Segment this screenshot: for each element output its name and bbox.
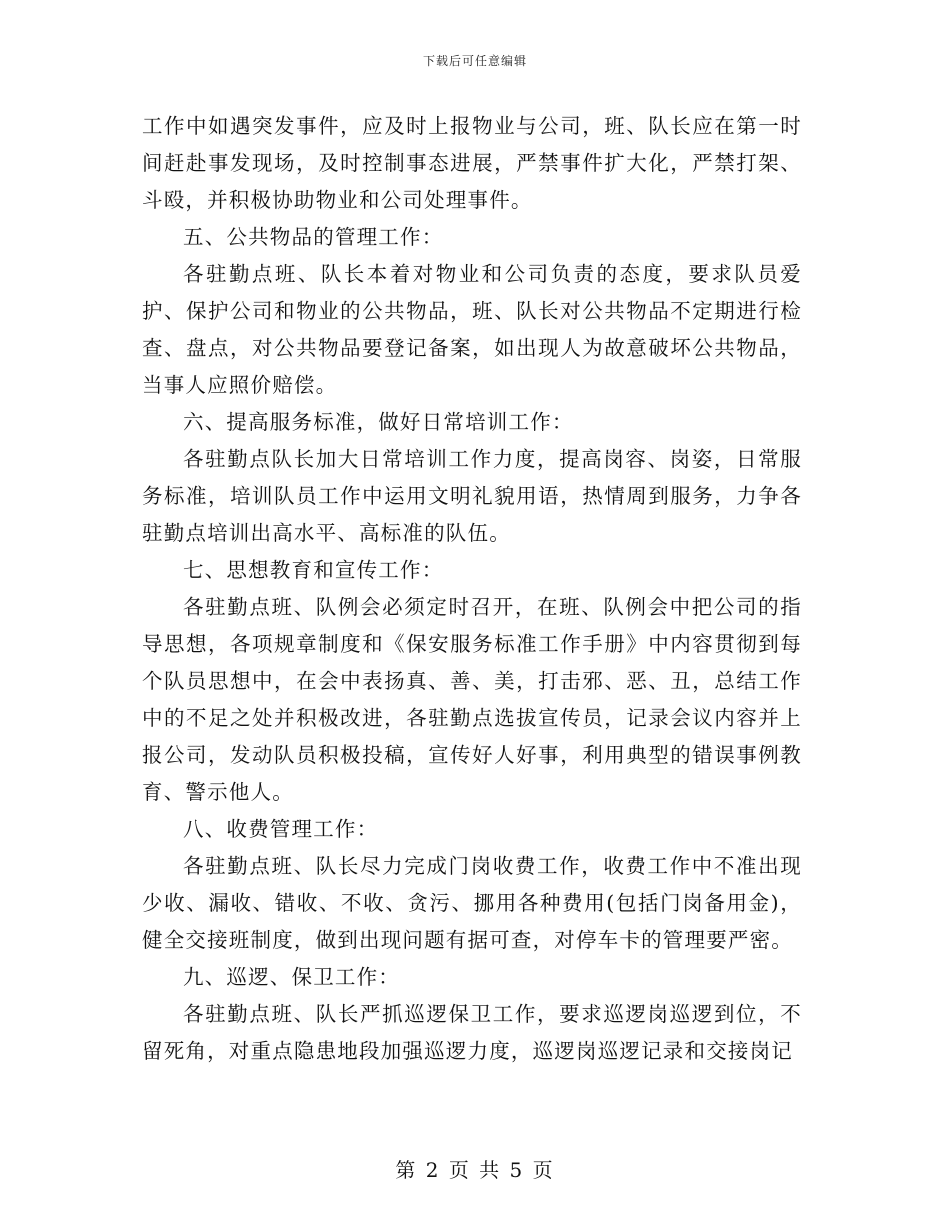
section-heading-8: 八、收费管理工作： [183,817,379,841]
document-body [142,108,802,1070]
section-heading-9: 九、巡逻、保卫工作： [183,965,400,989]
page-header: 下载后可任意编辑 [422,54,527,68]
section-paragraph-5: 各驻勤点班、队长本着对物业和公司负责的态度，要求队员爱护、保护公司和物业的公共物品，班、队长对公共物品不定期进行检查、盘点，对公共物品要登记备案，如出现人为故意破坏公共物品，当事人应照价赔偿。 [142,262,802,397]
paragraph-continuation: 工作中如遇突发事件，应及时上报物业与公司，班、队长应在第一时间赶赴事发现场，及时控制事态进展，严禁事件扩大化，严禁打架、斗殴，并积极协助物业和公司处理事件。 [142,114,802,212]
page-number-footer: 第 2 页 共 5 页 [395,1158,555,1182]
section-heading-6: 六、提高服务标准，做好日常培训工作： [183,410,574,434]
section-heading-7: 七、思想教育和宣传工作： [183,558,444,582]
section-paragraph-9: 各驻勤点班、队长严抓巡逻保卫工作，要求巡逻岗巡逻到位，不留死角，对重点隐患地段加强巡逻力度，巡逻岗巡逻记录和交接岗记 [142,1002,802,1063]
section-paragraph-6: 各驻勤点队长加大日常培训工作力度，提高岗容、岗姿，日常服务标准，培训队员工作中运用文明礼貌用语，热情周到服务，力争各驻勤点培训出高水平、高标准的队伍。 [142,447,802,545]
section-paragraph-7: 各驻勤点班、队例会必须定时召开，在班、队例会中把公司的指导思想，各项规章制度和《保安服务标准工作手册》中内容贯彻到每个队员思想中，在会中表扬真、善、美，打击邪、恶、丑，总结工作中的不足之处并积极改进，各驻勤点选拔宣传员，记录会议内容并上报公司，发动队员积极投稿，宣传好人好事，利用典型的错误事例教育、警示他人。 [142,595,802,804]
section-paragraph-8: 各驻勤点班、队长尽力完成门岗收费工作，收费工作中不准出现少收、漏收、错收、不收、贪污、挪用各种费用(包括门岗备用金)，健全交接班制度，做到出现问题有据可查，对停车卡的管理要严密。 [142,854,802,952]
section-heading-5: 五、公共物品的管理工作： [183,225,444,249]
